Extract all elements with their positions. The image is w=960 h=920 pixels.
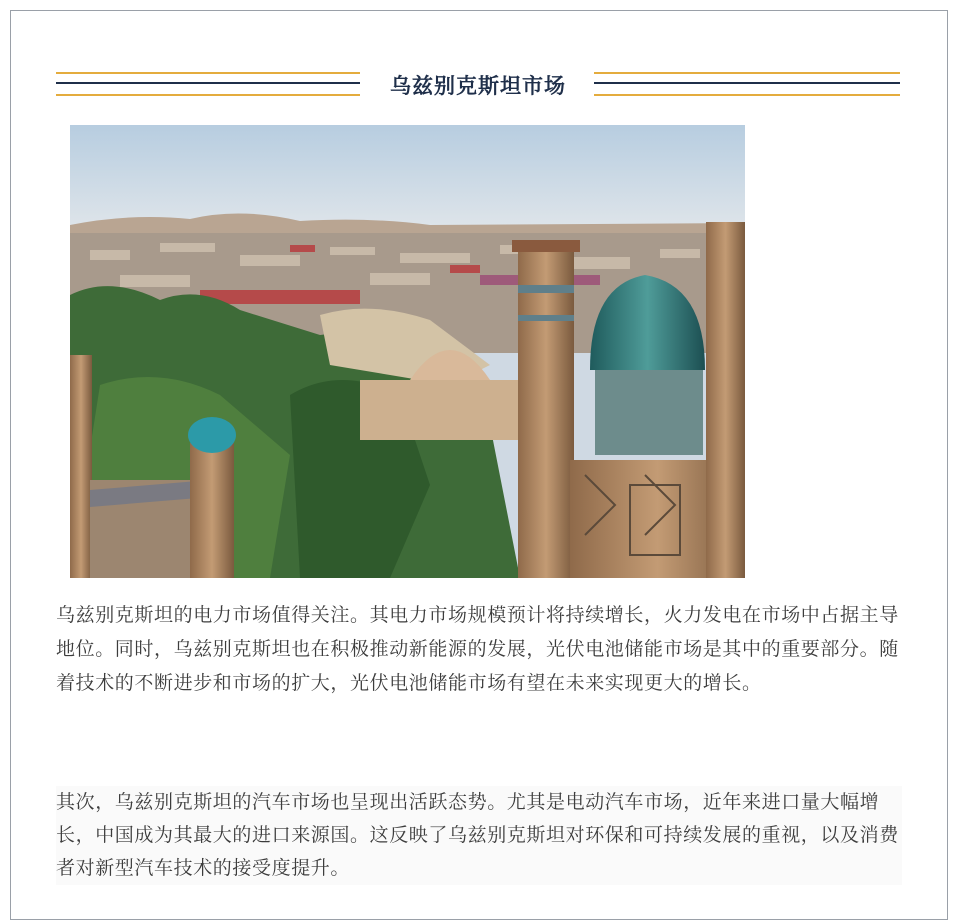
right-pillar [706,222,745,578]
small-teal-dome [188,417,236,453]
section-heading-row [56,68,900,102]
paragraph-auto-market: 其次，乌兹别克斯坦的汽车市场也呈现出活跃态势。尤其是电动汽车市场，近年来进口量大幅增长，中国成为其最大的进口来源国。这反映了乌兹别克斯坦对环保和可持续发展的重视，以及消费者对新型汽车技术的接受度提升。 [56,786,902,885]
tall-minaret [518,245,574,578]
section-title: 乌兹别克斯坦市场 [390,74,566,98]
samarkand-registan-photo [70,125,745,578]
dome-drum [595,370,703,455]
mausoleum-base [360,380,520,440]
minaret-cap [512,240,580,252]
paragraph-electricity-market: 乌兹别克斯坦的电力市场值得关注。其电力市场规模预计将持续增长，火力发电在市场中占据主导地位。同时，乌兹别克斯坦也在积极推动新能源的发展，光伏电池储能市场是其中的重要部分。随着技术的不断进步和市场的扩大，光伏电池储能市场有望在未来实现更大的增长。 [56,604,899,694]
small-minaret [190,443,234,578]
left-wall [70,355,92,578]
sky [70,125,745,230]
